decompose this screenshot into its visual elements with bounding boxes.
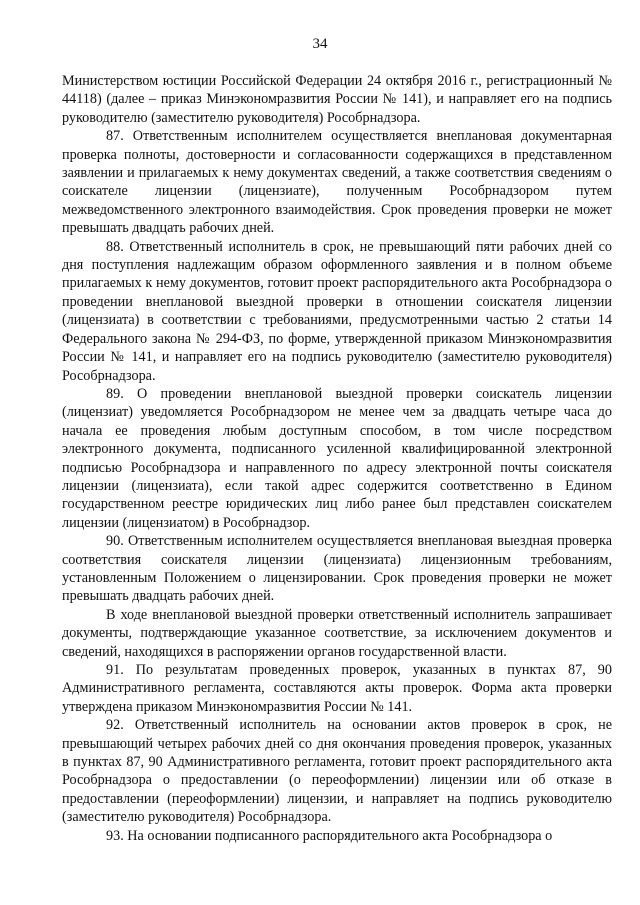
paragraph-continuation: Министерством юстиции Российской Федерации 24 октября 2016 г., регистрационный № 44118) (далее – приказ Минэкономразвития России № 141), и направляет его на подпись руководителю (заместителю руководителя) Рособрнадзора. (62, 73, 612, 126)
paragraph-87: 87. Ответственным исполнителем осуществляется внеплановая документарная проверка полноты, достоверности и согласованности содержащихся в представленном заявлении и прилагаемых к нему документах сведений, а также соответствия сведениям о соискателе лицензии (лицензиате), полученным Рособрнадзором путем межведомственного электронного взаимодействия. Срок проведения проверки не может превышать двадцать рабочих дней. (62, 128, 612, 237)
paragraph-89: 89. О проведении внеплановой выездной проверки соискатель лицензии (лицензиат) уведомляется Рособрнадзором не менее чем за двадцать четыре часа до начала ее проведения любым доступным способом, в том числе посредством электронного документа, подписанного усиленной квалифицированной электронной подписью Рособрнадзора и направленного по адресу электронной почты соискателя лицензии (лицензиата), если такой адрес содержится соответственно в Едином государственном реестре юридических лиц либо ранее был представлен соискателем лицензии (лицензиатом) в Рособрнадзор. (62, 385, 612, 531)
paragraph-90: 90. Ответственным исполнителем осуществляется внеплановая выездная проверка соответствия соискателя лицензии (лицензиата) лицензионным требованиям, установленным Положением о лицензировании. Срок проведения проверки не может превышать двадцать рабочих дней. (62, 533, 612, 605)
paragraph-93: 93. На основании подписанного распорядительного акта Рособрнадзора о (106, 827, 553, 844)
paragraph-92: 92. Ответственный исполнитель на основании актов проверок в срок, не превышающий четырех рабочих дней со дня окончания проведения проверок, указанных в пунктах 87, 90 Административного регламента, готовит проект распорядительного акта Рособрнадзора о предоставлении (о переоформлении) лицензии или об отказе в предоставлении (переоформлении) лицензии, и направляет на подпись руководителю (заместителю руководителя) Рособрнадзора. (62, 717, 612, 826)
document-body (62, 72, 612, 845)
paragraph-88: 88. Ответственный исполнитель в срок, не превышающий пяти рабочих дней со дня поступления надлежащим образом оформленного заявления и в полном объеме прилагаемых к нему документов, готовит проект распорядительного акта Рособрнадзора о проведении внеплановой выездной проверки в отношении соискателя лицензии (лицензиата) в соответствии с требованиями, предусмотренными частью 2 статьи 14 Федерального закона № 294-ФЗ, по форме, утвержденной приказом Минэкономразвития России № 141, и направляет его на подпись руководителю (заместителю руководителя) Рособрнадзора. (62, 238, 612, 384)
paragraph-91: 91. По результатам проведенных проверок, указанных в пунктах 87, 90 Административного регламента, составляются акты проверок. Форма акта проверки утверждена приказом Минэкономразвития России № 141. (62, 662, 612, 715)
page-number: 34 (312, 36, 328, 52)
paragraph-90-continued: В ходе внеплановой выездной проверки ответственный исполнитель запрашивает документы, подтверждающие указанное соответствие, за исключением документов и сведений, находящихся в распоряжении органов государственной власти. (62, 606, 612, 660)
